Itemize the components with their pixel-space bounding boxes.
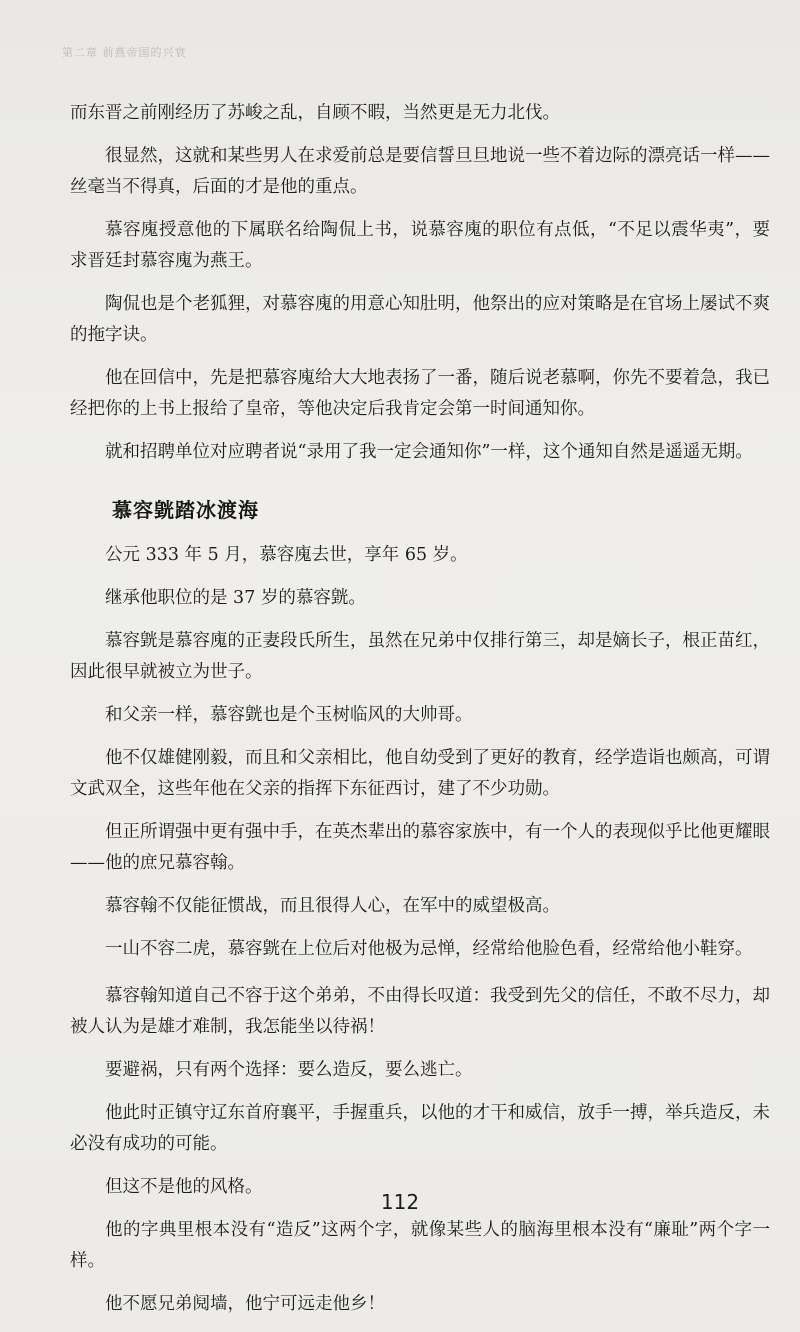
paragraph: 就和招聘单位对应聘者说“录用了我一定会通知你”一样，这个通知自然是遥遥无期。	[105, 442, 753, 462]
page-number: 112	[380, 1190, 420, 1214]
paragraph-continued: 而东晋之前刚经历了苏峻之乱，自顾不暇，当然更是无力北伐。	[70, 103, 560, 123]
section-heading: 慕容皝踏冰渡海	[112, 498, 259, 522]
paragraph: 他此时正镇守辽东首府襄平，手握重兵，以他的才干和威信，放手一搏，举兵造反，未必没有成功的可能。	[70, 1103, 770, 1154]
paragraph: 继承他职位的是 37 岁的慕容皝。	[105, 588, 366, 608]
paragraph: 他的字典里根本没有“造反”这两个字，就像某些人的脑海里根本没有“廉耻”两个字一样。	[70, 1220, 770, 1271]
paragraph: 他不愿兄弟阋墙，他宁可远走他乡！	[105, 1294, 385, 1314]
page-body	[70, 98, 770, 1332]
paragraph: 要避祸，只有两个选择：要么造反，要么逃亡。	[105, 1060, 473, 1080]
paragraph: 他不仅雄健刚毅，而且和父亲相比，他自幼受到了更好的教育，经学造诣也颇高，可谓文武双全，这些年他在父亲的指挥下东征西讨，建了不少功勋。	[70, 748, 770, 799]
paragraph: 他在回信中，先是把慕容廆给大大地表扬了一番，随后说老慕啊，你先不要着急，我已经把你的上书上报给了皇帝，等他决定后我肯定会第一时间通知你。	[70, 368, 770, 419]
paragraph: 但这不是他的风格。	[105, 1177, 263, 1197]
paragraph: 很显然，这就和某些男人在求爱前总是要信誓旦旦地说一些不着边际的漂亮话一样——丝毫当不得真，后面的才是他的重点。	[70, 146, 770, 197]
paragraph: 慕容皝是慕容廆的正妻段氏所生，虽然在兄弟中仅排行第三，却是嫡长子，根正苗红，因此很早就被立为世子。	[70, 631, 770, 682]
paragraph: 慕容廆授意他的下属联名给陶侃上书，说慕容廆的职位有点低，“不足以震华夷”，要求晋廷封慕容廆为燕王。	[70, 220, 770, 271]
running-header: 第二章 前燕帝国的兴衰	[62, 46, 187, 59]
paragraph: 但正所谓强中更有强中手，在英杰辈出的慕容家族中，有一个人的表现似乎比他更耀眼——他的庶兄慕容翰。	[70, 822, 770, 873]
paragraph: 公元 333 年 5 月，慕容廆去世，享年 65 岁。	[105, 545, 468, 565]
paragraph: 慕容翰知道自己不容于这个弟弟，不由得长叹道：我受到先父的信任，不敢不尽力，却被人认为是雄才难制，我怎能坐以待祸！	[70, 986, 770, 1037]
paragraph: 陶侃也是个老狐狸，对慕容廆的用意心知肚明，他祭出的应对策略是在官场上屡试不爽的拖字诀。	[70, 294, 770, 345]
paragraph: 和父亲一样，慕容皝也是个玉树临风的大帅哥。	[105, 705, 473, 725]
paragraph: 慕容翰不仅能征惯战，而且很得人心，在军中的威望极高。	[105, 896, 560, 916]
paragraph: 一山不容二虎，慕容皝在上位后对他极为忌惮，经常给他脸色看，经常给他小鞋穿。	[105, 939, 753, 959]
